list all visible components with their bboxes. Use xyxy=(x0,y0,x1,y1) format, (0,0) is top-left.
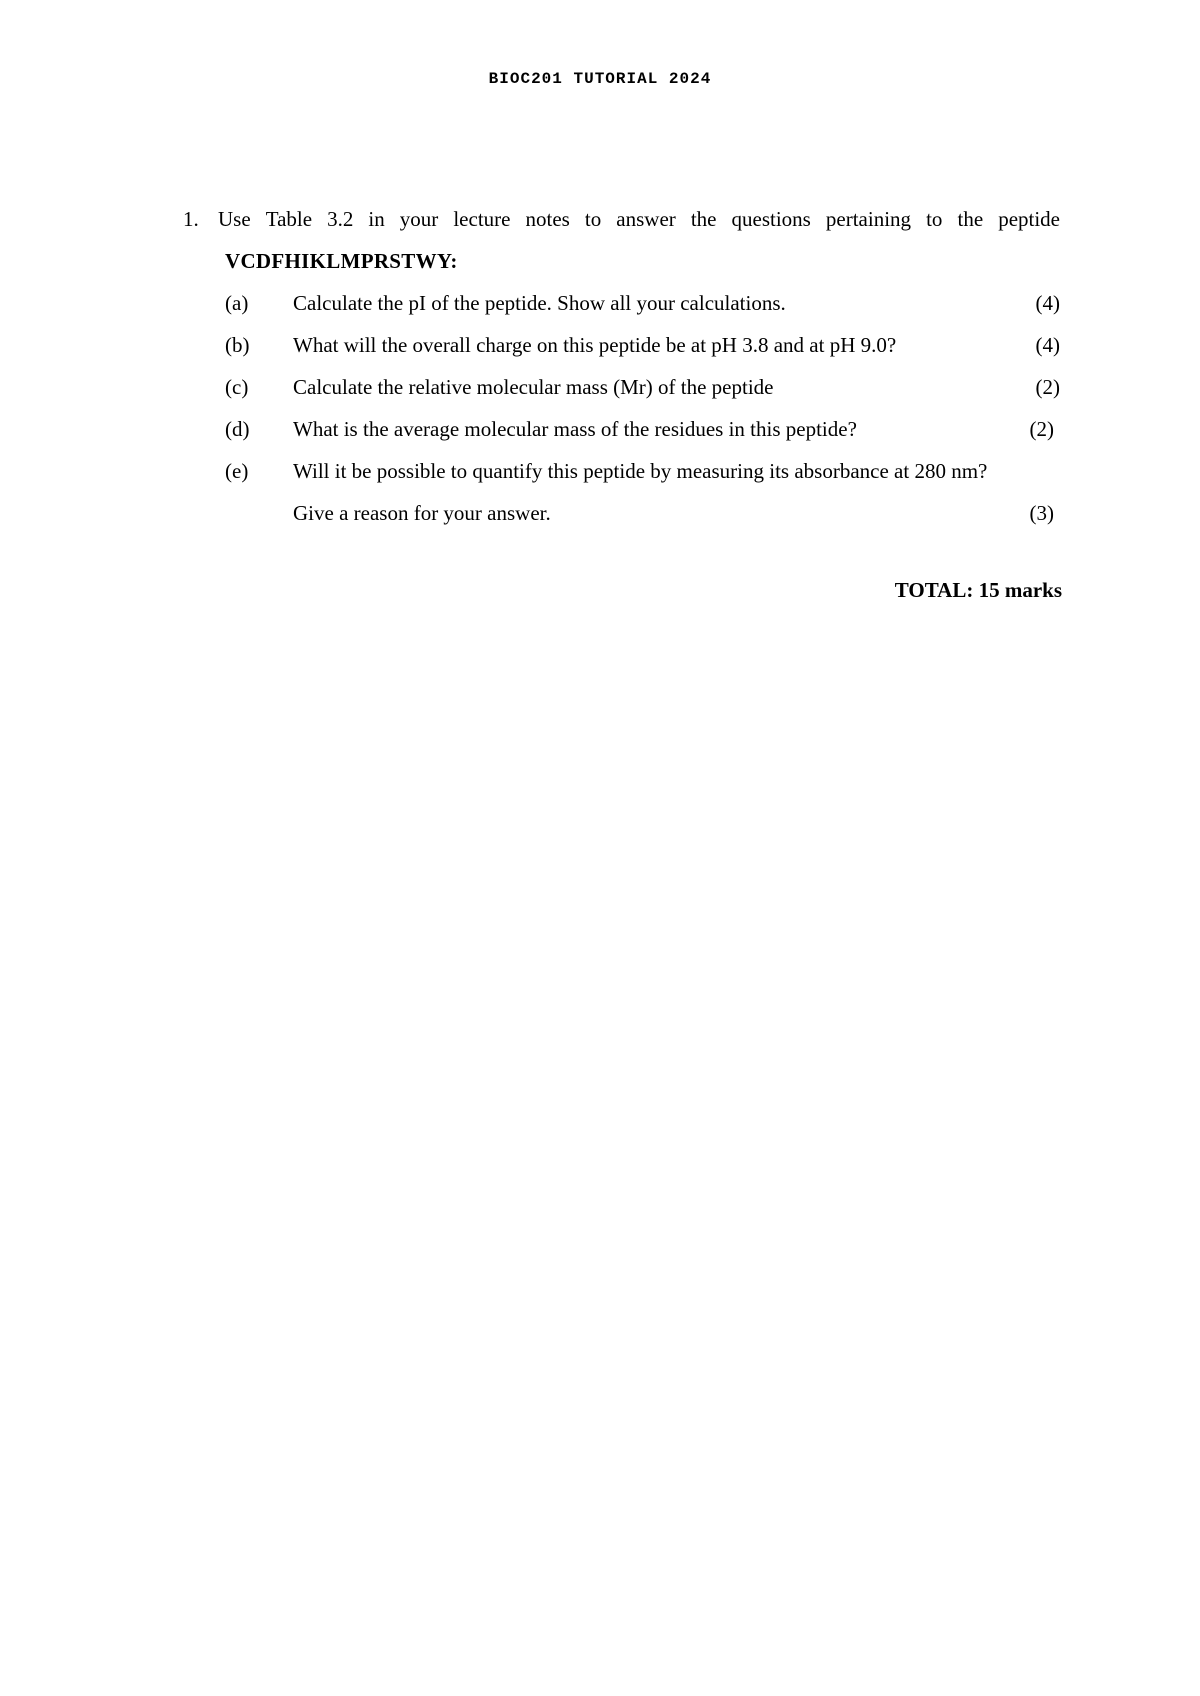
intro-word: the xyxy=(690,207,717,231)
part-label: (e) xyxy=(225,459,249,483)
peptide-sequence: VCDFHIKLMPRSTWY: xyxy=(225,249,458,273)
part-label: (b) xyxy=(225,333,250,357)
part-label: (c) xyxy=(225,375,249,399)
intro-word: notes xyxy=(525,207,570,231)
question-number: 1. xyxy=(183,207,199,231)
intro-word: Use xyxy=(218,207,251,231)
intro-word: peptide xyxy=(998,207,1060,231)
question-part-b xyxy=(183,324,1060,366)
part-text: What is the average molecular mass of the residues in this peptide? xyxy=(293,417,857,441)
part-label: (a) xyxy=(225,291,249,315)
part-text: Calculate the relative molecular mass (Mr) of the peptide xyxy=(293,375,774,399)
part-text: Calculate the pI of the peptide. Show all your calculations. xyxy=(293,291,786,315)
intro-word: 3.2 xyxy=(327,207,354,231)
intro-word: questions xyxy=(731,207,811,231)
intro-word: lecture xyxy=(453,207,511,231)
question-intro-text xyxy=(218,198,1060,240)
part-marks: (3) xyxy=(1029,501,1054,525)
part-text: Give a reason for your answer. xyxy=(293,501,551,525)
part-text: What will the overall charge on this peptide be at pH 3.8 and at pH 9.0? xyxy=(293,333,897,357)
question-1 xyxy=(183,198,1060,534)
question-part-e xyxy=(183,450,1060,492)
part-marks: (2) xyxy=(1029,417,1054,441)
total-marks: TOTAL: 15 marks xyxy=(894,578,1062,602)
intro-word: to xyxy=(926,207,943,231)
page-header-title: BIOC201 TUTORIAL 2024 xyxy=(488,70,712,88)
intro-word: the xyxy=(957,207,984,231)
question-part-a xyxy=(183,282,1060,324)
question-intro-line xyxy=(183,198,1060,240)
part-marks: (4) xyxy=(1035,291,1060,315)
intro-word: pertaining xyxy=(825,207,912,231)
question-part-c xyxy=(183,366,1060,408)
intro-word: your xyxy=(399,207,439,231)
part-text: Will it be possible to quantify this peptide by measuring its absorbance at 280 nm? xyxy=(293,459,988,483)
question-part-e-continued xyxy=(183,492,1060,534)
part-label: (d) xyxy=(225,417,250,441)
question-parts xyxy=(183,282,1060,534)
question-part-d xyxy=(183,408,1060,450)
intro-word: in xyxy=(368,207,385,231)
part-marks: (4) xyxy=(1035,333,1060,357)
part-marks: (2) xyxy=(1035,375,1060,399)
intro-word: Table xyxy=(265,207,313,231)
intro-word: answer xyxy=(616,207,676,231)
intro-word: to xyxy=(584,207,602,231)
